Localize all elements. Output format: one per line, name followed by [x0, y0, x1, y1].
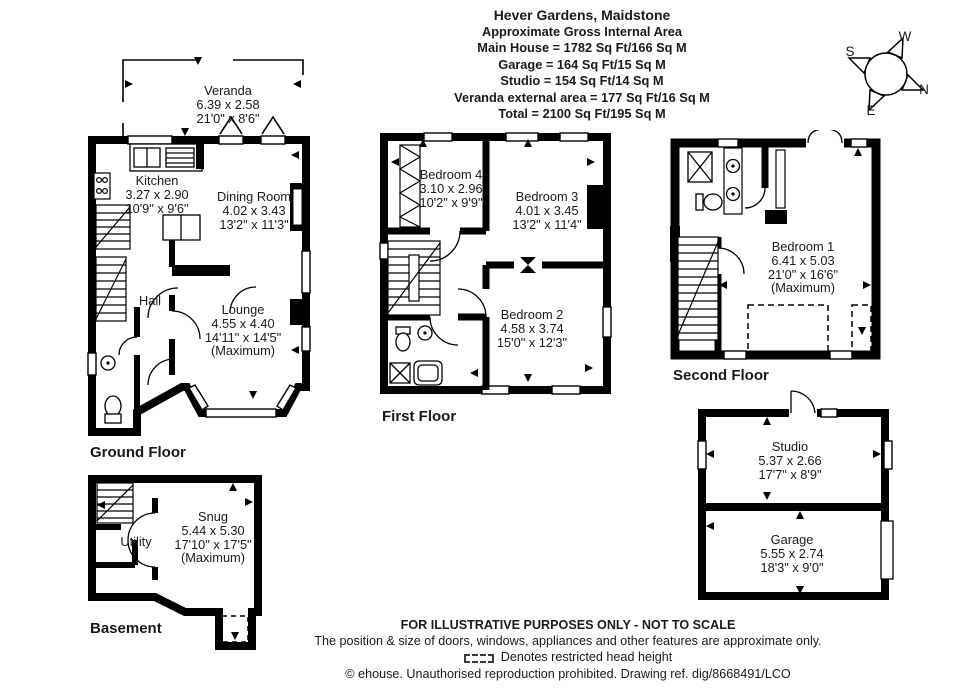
room-dim-imperial: 21'0" x 8'6" — [196, 110, 260, 126]
room-dim-imperial: 17'10" x 17'5" — [174, 536, 252, 552]
floor-title-second: Second Floor — [673, 367, 769, 384]
footer-approximation-note: The position & size of doors, windows, appliances and other features are approximate only. — [314, 634, 822, 649]
room-name: Bedroom 1 — [771, 239, 835, 254]
room-dim-imperial: 17'7" x 8'9" — [758, 466, 822, 482]
kitchen-counter-icon — [130, 144, 202, 171]
room-dim-metric: 6.41 x 5.03 — [771, 252, 835, 268]
room-dim-metric: 5.37 x 2.66 — [758, 452, 822, 468]
footer-legend-text: Denotes restricted head height — [500, 650, 673, 665]
room-dim-metric: 5.44 x 5.30 — [181, 522, 245, 538]
footer — [168, 617, 968, 682]
room-label-kitchen — [125, 174, 188, 215]
room-name: Dining Room — [217, 189, 291, 204]
room-dim-imperial: 10'2" x 9'9" — [419, 194, 483, 210]
room-dim-metric: 6.39 x 2.58 — [196, 96, 260, 112]
wardrobe-icon — [400, 145, 420, 227]
room-name: Bedroom 2 — [500, 307, 564, 322]
room-dim-imperial: 13'2" x 11'4" — [512, 216, 582, 232]
room-dim-note: (Maximum) — [771, 280, 835, 296]
header-line: Approximate Gross Internal Area — [481, 24, 683, 39]
compass-e: E — [866, 103, 876, 118]
room-label-veranda — [196, 84, 259, 125]
interior-wall — [765, 210, 787, 224]
stairs — [388, 241, 440, 315]
chimney-breast — [587, 185, 603, 229]
room-label-hall — [139, 294, 161, 308]
header-line: Main House = 1782 Sq Ft/166 Sq M — [477, 40, 687, 56]
wardrobe-icon — [776, 150, 785, 208]
header-line: Garage = 164 Sq Ft/15 Sq M — [498, 56, 666, 72]
landing-cupboard — [163, 215, 200, 240]
sink-counter — [724, 148, 742, 214]
room-dim-note: (Maximum) — [181, 550, 245, 566]
page-title: Hever Gardens, Maidstone — [493, 7, 671, 23]
compass-w: W — [898, 29, 912, 44]
room-name: Snug — [198, 509, 228, 524]
room-dim-metric: 3.10 x 2.96 — [419, 180, 483, 196]
room-dim-metric: 3.27 x 2.90 — [125, 186, 189, 202]
floor-title-ground: Ground Floor — [90, 444, 186, 461]
room-label-bedroom-4 — [419, 168, 482, 209]
room-name: Studio — [771, 439, 809, 454]
room-name: Bedroom 3 — [515, 189, 579, 204]
room-dim-metric: 4.02 x 3.43 — [222, 202, 286, 218]
room-dim-imperial: 13'2" x 11'3" — [219, 216, 289, 232]
room-label-bedroom-2 — [497, 308, 567, 349]
room-label-bedroom-3 — [512, 190, 581, 231]
toilet-icon — [105, 396, 121, 416]
interior-wall — [172, 265, 230, 276]
hob-icon — [94, 173, 110, 199]
footer-legend — [168, 649, 968, 665]
footer-copyright: © ehouse. Unauthorised reproduction prohibited. Drawing ref. dig/8668491/LCO — [345, 666, 791, 681]
room-name: Hall — [138, 293, 162, 308]
room-label-studio — [758, 440, 821, 481]
room-label-dining-room — [217, 190, 291, 231]
garage-door — [881, 521, 893, 579]
room-dim-note: (Maximum) — [211, 343, 275, 359]
compass-s: S — [845, 44, 855, 59]
room-name: Lounge — [221, 302, 265, 317]
floor-title-first: First Floor — [382, 408, 457, 425]
room-label-garage — [760, 533, 823, 574]
stairs — [678, 237, 718, 340]
room-dim-metric: 4.55 x 4.40 — [211, 315, 275, 331]
fireplace-inner — [293, 189, 302, 225]
floor-title-basement: Basement — [90, 620, 162, 637]
header-line: Veranda external area = 177 Sq Ft/16 Sq M — [454, 89, 710, 105]
room-label-bedroom-1 — [768, 240, 838, 295]
room-dim-imperial: 14'11" x 14'5" — [204, 329, 282, 345]
room-label-snug — [174, 510, 251, 565]
room-dim-imperial: 21'0" x 16'6" — [767, 266, 839, 282]
french-door-opening — [806, 138, 844, 148]
room-label-lounge — [205, 303, 281, 358]
room-name: Utility — [120, 534, 152, 549]
toilet-icon — [396, 333, 410, 351]
room-dim-imperial: 15'0" x 12'3" — [496, 334, 568, 350]
first-floor-plan — [378, 131, 614, 399]
compass-n: N — [919, 82, 929, 97]
door-opening — [789, 408, 817, 418]
room-label-utility — [120, 535, 151, 549]
room-name: Veranda — [204, 83, 252, 98]
room-name: Kitchen — [135, 173, 179, 188]
footer-disclaimer: FOR ILLUSTRATIVE PURPOSES ONLY - NOT TO SCALE — [400, 618, 736, 632]
restricted-head-height-glyph — [464, 654, 494, 663]
room-dim-imperial: 18'3" x 9'0" — [760, 559, 824, 575]
header — [282, 6, 882, 122]
room-dim-imperial: 10'9" x 9'6" — [125, 200, 189, 216]
header-line: Total = 2100 Sq Ft/195 Sq M — [498, 106, 666, 122]
stairs — [96, 205, 130, 321]
room-dim-metric: 4.58 x 3.74 — [500, 320, 564, 336]
room-dim-metric: 5.55 x 2.74 — [760, 545, 824, 561]
room-dim-metric: 4.01 x 3.45 — [515, 202, 579, 218]
chimney-breast — [290, 299, 306, 325]
toilet-icon — [704, 194, 722, 210]
room-name: Garage — [770, 532, 814, 547]
header-line: Studio = 154 Sq Ft/14 Sq M — [500, 73, 664, 89]
room-name: Bedroom 4 — [419, 167, 483, 182]
